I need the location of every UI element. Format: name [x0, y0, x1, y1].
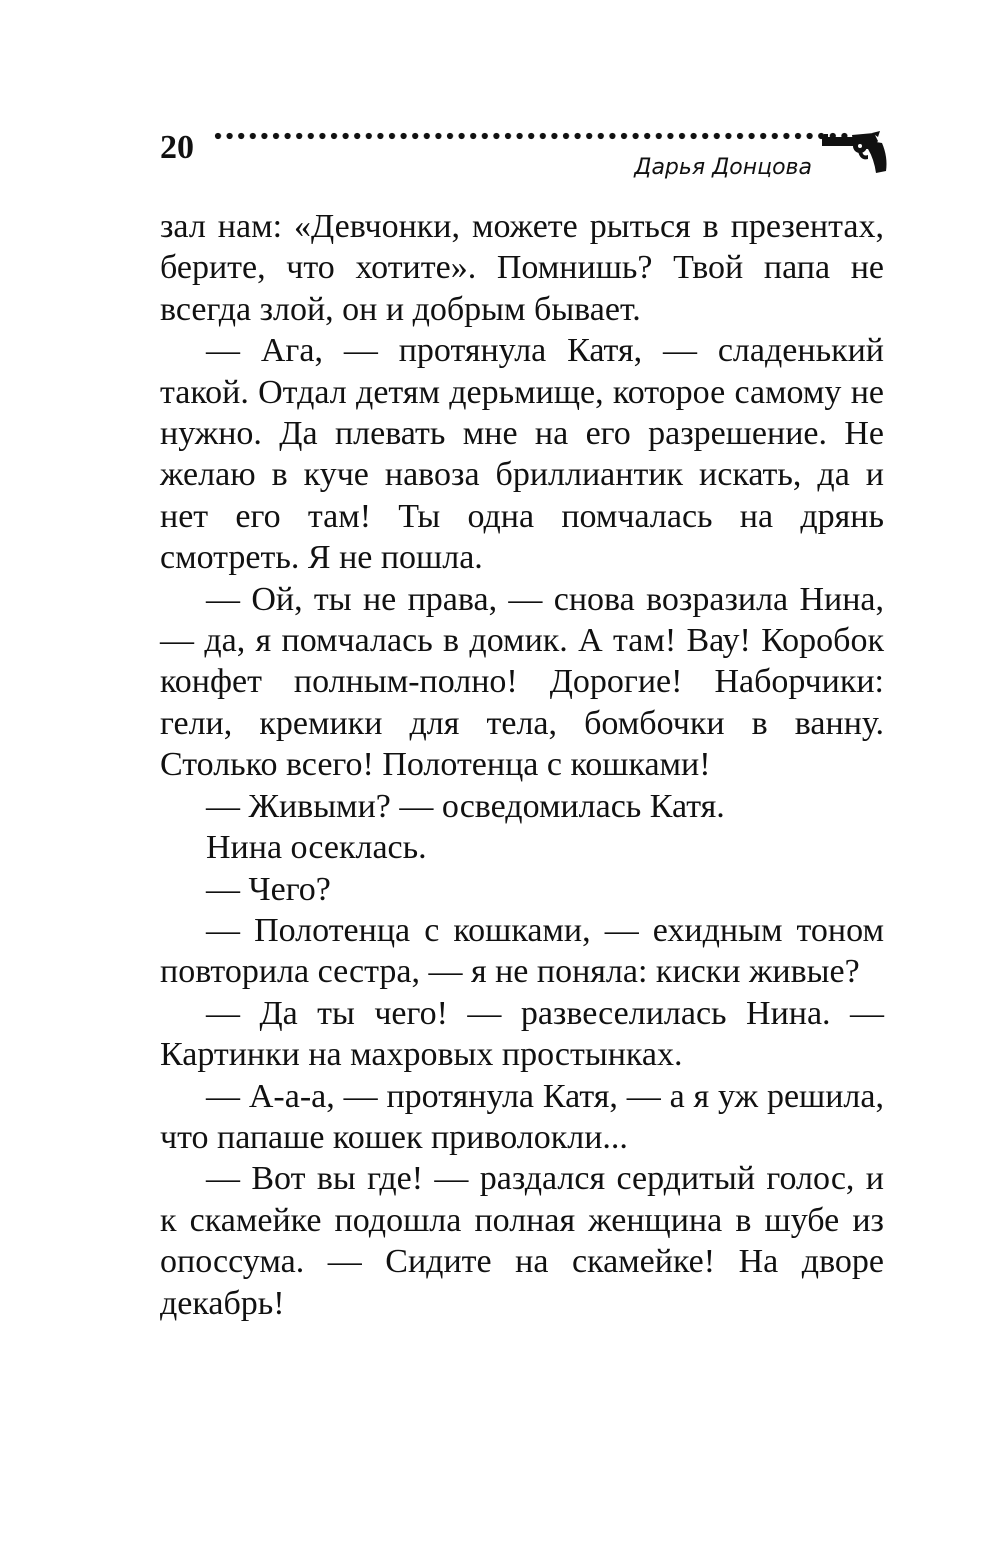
- paragraph: — Ой, ты не права, — снова возразила Нина, — да, я помчалась в домик. А там! Вау! Коробок конфет полным-полно! Дорогие! Наборчики: гели, кремики для тела, бомбочки в ванну. Столько всего! Полотенца с кошками!: [160, 580, 884, 784]
- paragraph: Нина осеклась.: [206, 829, 427, 867]
- paragraph: — Живыми? — осведомилась Катя.: [206, 787, 725, 825]
- paragraph: — Чего?: [206, 870, 331, 908]
- paragraph: — Ага, — протянула Катя, — сладенький такой. Отдал детям дерьмище, которое самому не нужно. Да плевать мне на его разрешение. Не желаю в куче навоза бриллиантик искать, да и нет его там! Ты одна помчалась на дрянь смотреть. Я не пошла.: [160, 332, 884, 577]
- paragraph: — А-а-а, — протянула Катя, — а я уж решила, что папаше кошек приволокли...: [160, 1077, 884, 1156]
- paragraph: — Да ты чего! — развеселилась Нина. — Картинки на махровых простынках.: [160, 994, 884, 1074]
- paragraph: — Полотенца с кошками, — ехидным тоном повторила сестра, — я не поняла: киски живые?: [160, 911, 884, 991]
- body-text: [160, 206, 884, 1324]
- paragraph: — Вот вы где! — раздался сердитый голос, и к скамейке подошла полная женщина в шубе из опоссума. — Сидите на скамейке! На дворе декабрь!: [160, 1160, 884, 1322]
- paragraph: зал нам: «Девчонки, можете рыться в презентах, берите, что хотите». Помнишь? Твой папа не всегда злой, он и добрым бывает.: [160, 208, 884, 328]
- author-name: Дарья Донцова: [634, 155, 812, 180]
- page-number: 20: [160, 129, 194, 166]
- dotted-rule: [214, 131, 852, 141]
- revolver-icon: [822, 131, 890, 175]
